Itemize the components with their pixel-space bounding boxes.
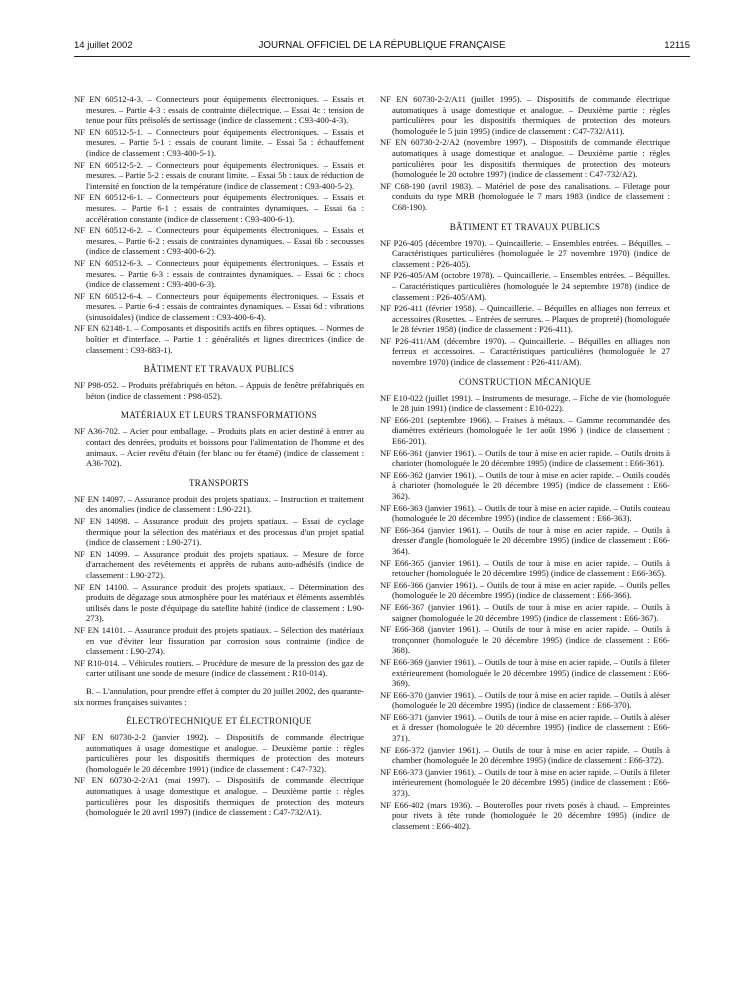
- header-rule: [74, 56, 690, 57]
- standard-entry: NF EN 60730-2-2 (janvier 1992). – Dispositifs de commande électrique automatiques à usage domestique et analogue. – Deuxième partie : règles particulières pour les dispositifs thermiques de protection des moteurs (homologuée le 20 décembre 1991) (indice de classement : C47-732).: [74, 732, 364, 774]
- section-title-materiaux: MATÉRIAUX ET LEURS TRANSFORMATIONS: [120, 410, 318, 421]
- standard-entry: NF EN 14098. – Assurance produit des projets spatiaux. – Essai de cyclage thermique pour la sélection des matériaux et des processus d'un projet spatial (indice de classement : L90-271).: [74, 516, 364, 548]
- header-page-number: 12115: [664, 40, 690, 51]
- standard-entry: NF A36-702. – Acier pour emballage. – Produits plats en acier destiné à entrer au contact des denrées, produits et boissons pour l'alimentation de l'homme et des animaux. – Acier revêtu d'étain (fer blanc ou fer étamé) (indice de classement : A36-702).: [74, 426, 364, 469]
- standard-entry: NF EN 60730-2-2/A11 (juillet 1995). – Dispositifs de commande électrique automatiques à usage domestique et analogue. – Deuxième partie : règles particulières pour les dispositifs thermiques de protection des moteurs (homologuée le 5 juin 1995) (indice de classement : C47-732/A11).: [380, 94, 670, 136]
- standards-list-materiaux: [74, 426, 364, 468]
- standard-entry: NF EN 62148-1. – Composants et dispositifs actifs en fibres optiques. – Normes de boîtier et d'interface. – Partie 1 : généralités et lignes directrices (indice de classement : C93-883-1).: [74, 323, 364, 355]
- standard-entry: NF E66-371 (janvier 1961). – Outils de tour à mise en acier rapide. – Outils à aléser et à dresser (homologuée le 20 décembre 1995) (indice de classement : E66-371).: [380, 711, 670, 744]
- standard-entry: NF E66-366 (janvier 1961). – Outils de tour à mise en acier rapide. – Outils pelles (homologuée le 20 décembre 1995) (indice de classement : E66-366).: [380, 579, 670, 601]
- standard-entry: NF E66-369 (janvier 1961). – Outils de tour à mise en acier rapide. – Outils à fileter extérieurement (homologuée le 20 décembre 1995) (indice de classement : E66-369).: [380, 656, 670, 689]
- standard-entry: NF P26-411/AM (décembre 1970). – Quincaillerie. – Béquilles en alliages non ferreux et accessoires. – Caractéristiques particulières (homologuée le 27 novembre 1970) (indice de classement : P26-411/AM).: [380, 335, 670, 368]
- annulation-paragraph: B. – L'annulation, pour prendre effet à compter du 20 juillet 2002, des quarante-six normes françaises suivantes :: [74, 685, 364, 707]
- standards-list-electrotechnique-cont: [380, 94, 670, 213]
- standard-entry: NF EN 60512-6-3. – Connecteurs pour équipements électroniques. – Essais et mesures. – Partie 6-3 : essais de contraintes dynamiques. – Essai 6c : chocs (indice de classement : C93-400-6-3).: [74, 257, 364, 290]
- section-title-electrotechnique: ÉLECTROTECHNIQUE ET ÉLECTRONIQUE: [126, 716, 312, 727]
- standard-entry: NF EN 60512-5-1. – Connecteurs pour équipements électroniques. – Essais et mesures. – Partie 5-1 : essais de courant limite. – Essai 5a : échauffement (indice de classement : C93-400-5-1).: [74, 126, 364, 158]
- right-column: [380, 94, 670, 990]
- standards-list-electrotechnique: [74, 732, 364, 818]
- standard-entry: NF E66-372 (janvier 1961). – Outils de tour à mise en acier rapide. – Outils à chamber (homologuée le 20 décembre 1995) (indice de classement : E66-372).: [380, 744, 670, 766]
- header-date: 14 juillet 2002: [74, 40, 133, 51]
- standards-list-btp: [74, 380, 364, 401]
- standard-entry: NF EN 60730-2-2/A1 (mai 1997). – Dispositifs de commande électrique automatiques à usage domestique et analogue. – Deuxième partie : règles particulières pour les dispositifs thermiques de protection des moteurs (homologuée le 20 avril 1997) (indice de classement : C47-732/A1).: [74, 775, 364, 818]
- standard-entry: NF E66-363 (janvier 1961). – Outils de tour à mise en acier rapide. – Outils couteau (homologuée le 20 décembre 1995) (indice de classement : E66-363).: [380, 502, 670, 524]
- section-title-construction-mecanique: CONSTRUCTION MÉCANIQUE: [458, 376, 592, 387]
- section-title-btp-annulled: BÂTIMENT ET TRAVAUX PUBLICS: [449, 221, 601, 232]
- standard-entry: NF E66-370 (janvier 1961). – Outils de tour à mise en acier rapide. – Outils à aléser (homologuée le 20 décembre 1995) (indice de classement : E66-370).: [380, 689, 670, 711]
- standards-list-construction-mecanique: [380, 393, 670, 832]
- standard-entry: NF P98-052. – Produits préfabriqués en béton. – Appuis de fenêtre préfabriqués en béton (indice de classement : P98-052).: [74, 380, 364, 401]
- standard-entry: NF P26-405/AM (octobre 1978). – Quincaillerie. – Ensembles entrées. – Béquilles. – Caractéristiques particulières (homologuée le 24 septembre 1978) (indice de classement : P26-405/AM).: [380, 270, 670, 302]
- standard-entry: NF EN 14100. – Assurance produit des projets spatiaux. – Détermination des produits de dégazage sous atmosphère pour les matériaux et éléments assemblés utilisés dans le poste d'équipage du satellite habité (indice de classement : L90-273).: [74, 581, 364, 624]
- standard-entry: NF E66-201 (septembre 1966). – Fraises à métaux. – Gamme recommandée des diamètres extérieurs (homologuée le 1er août 1996 ) (indice de classement : E66-201).: [380, 414, 670, 447]
- standards-list-electronics: [74, 94, 364, 355]
- section-title-transports: TRANSPORTS: [189, 477, 249, 488]
- standard-entry: NF E66-364 (janvier 1961). – Outils de tour à mise en acier rapide. – Outils à dresser d'angle (homologuée le 20 décembre 1995) (indice de classement : E66-364).: [380, 524, 670, 556]
- standard-entry: NF EN 14097. – Assurance produit des projets spatiaux. – Instruction et traitement des anomalies (indice de classement : L90-221).: [74, 493, 364, 515]
- standard-entry: NF EN 60512-6-4. – Connecteurs pour équipements électroniques. – Essais et mesures. – Partie 6-4 : essais de contraintes dynamiques. – Essai 6d : vibrations (sinusoïdales) (indice de classement : C93-400-6-4).: [74, 290, 364, 322]
- standard-entry: NF P26-405 (décembre 1970). – Quincaillerie. – Ensembles entrées. – Béquilles. – Caractéristiques particulières (homologuée le 27 novembre 1970) (indice de classement : P26-405).: [380, 237, 670, 269]
- standard-entry: NF EN 60512-6-2. – Connecteurs pour équipements électroniques. – Essais et mesures. – Partie 6-2 : essais de contraintes dynamiques. – Essai 6b : secousses (indice de classement : C93-400-6-2).: [74, 225, 364, 257]
- standard-entry: NF EN 14099. – Assurance produit des projets spatiaux. – Mesure de force d'arrachement des revêtements et apprêts de rubans auto-adhésifs (indice de classement : L90-272).: [74, 548, 364, 580]
- standard-entry: NF EN 60512-6-1. – Connecteurs pour équipements électroniques. – Essais et mesures. – Partie 6-1 : essais de contraintes dynamiques. – Essai 6a : accélération constante (indice de classement : C93-400-6-1).: [74, 192, 364, 224]
- standard-entry: NF R10-014. – Véhicules routiers. – Procédure de mesure de la pression des gaz de carter utilisant une sonde de mesure (indice de classement : R10-014).: [74, 657, 364, 679]
- left-column: [74, 94, 364, 990]
- page-header: [74, 40, 690, 54]
- standard-entry: NF E66-373 (janvier 1961). – Outils de tour à mise en acier rapide. – Outils à fileter intérieurement (homologuée le 20 décembre 1995) (indice de classement : E66-373).: [380, 766, 670, 799]
- standard-entry: NF E66-362 (janvier 1961). – Outils de tour à mise en acier rapide. – Outils coudés à charioter (homologuée le 20 décembre 1995) (indice de classement : E66-362).: [380, 469, 670, 501]
- standards-list-transports: [74, 494, 364, 679]
- standard-entry: NF E66-368 (janvier 1961). – Outils de tour à mise en acier rapide. – Outils à tronçonner (homologuée le 20 décembre 1995) (indice de classement : E66-368).: [380, 624, 670, 656]
- standard-entry: NF P26-411 (février 1958). – Quincaillerie. – Béquilles en alliages non ferreux et accessoires (Rosettes. – Entrées de serrures. – Plaques de propreté) (homologuée le 28 février 1958) (indice de classement : P26-411).: [380, 303, 670, 335]
- standard-entry: NF E66-402 (mars 1936). – Bouterolles pour rivets posés à chaud. – Empreintes pour rivets à tête ronde (homologuée le 20 décembre 1995) (indice de classement : E66-402).: [380, 799, 670, 831]
- header-title: JOURNAL OFFICIEL DE LA RÉPUBLIQUE FRANÇAISE: [258, 40, 506, 51]
- standard-entry: NF EN 60512-4-3. – Connecteurs pour équipements électroniques. – Essais et mesures. – Partie 4-3 : essais de contrainte diélectrique. – Essai 4c : tension de tenue pour fûts préisolés de sertissage (indice de classement : C93-400-4-3).: [74, 94, 364, 126]
- standard-entry: NF E66-367 (janvier 1961). – Outils de tour à mise en acier rapide. – Outils à saigner (homologuée le 20 décembre 1995) (indice de classement : E66-367).: [380, 601, 670, 623]
- standard-entry: NF E66-361 (janvier 1961). – Outils de tour à mise en acier rapide. – Outils droits à charioter (homologuée le 20 décembre 1995) (indice de classement : E66-361).: [380, 447, 670, 469]
- standards-list-btp-annulled: [380, 238, 670, 368]
- standard-entry: NF C68-190 (avril 1983). – Matériel de pose des canalisations. – Filetage pour conduits du type MRB (homologuée le 7 mars 1983 (indice de classement : C68-190).: [380, 180, 670, 212]
- section-title-btp: BÂTIMENT ET TRAVAUX PUBLICS: [143, 364, 295, 375]
- standard-entry: NF EN 60730-2-2/A2 (novembre 1997). – Dispositifs de commande électrique automatiques à usage domestique et analogue. – Deuxième partie : règles particulières pour les dispositifs thermiques de protection des moteurs (homologuée le 20 octobre 1997) (indice de classement : C47-732/A2).: [380, 137, 670, 180]
- standard-entry: NF E66-365 (janvier 1961). – Outils de tour à mise en acier rapide. – Outils à retoucher (homologuée le 20 décembre 1995) (indice de classement : E66-365).: [380, 557, 670, 579]
- standard-entry: NF EN 60512-5-2. – Connecteurs pour équipements électroniques. – Essais et mesures. – Partie 5-2 : essais de courant limite. – Essai 5b : taux de réduction de l'intensité en fonction de la température (indice de classement : C93-400-5-2).: [74, 159, 364, 191]
- standard-entry: NF E10-022 (juillet 1991). – Instruments de mesurage. – Fiche de vie (homologuée le 28 juin 1991) (indice de classement : E10-022).: [380, 392, 670, 414]
- standard-entry: NF EN 14101. – Assurance produit des projets spatiaux. – Sélection des matériaux en vue d'éviter leur fissuration par corrosion sous contrainte (indice de classement : L90-274).: [74, 624, 364, 657]
